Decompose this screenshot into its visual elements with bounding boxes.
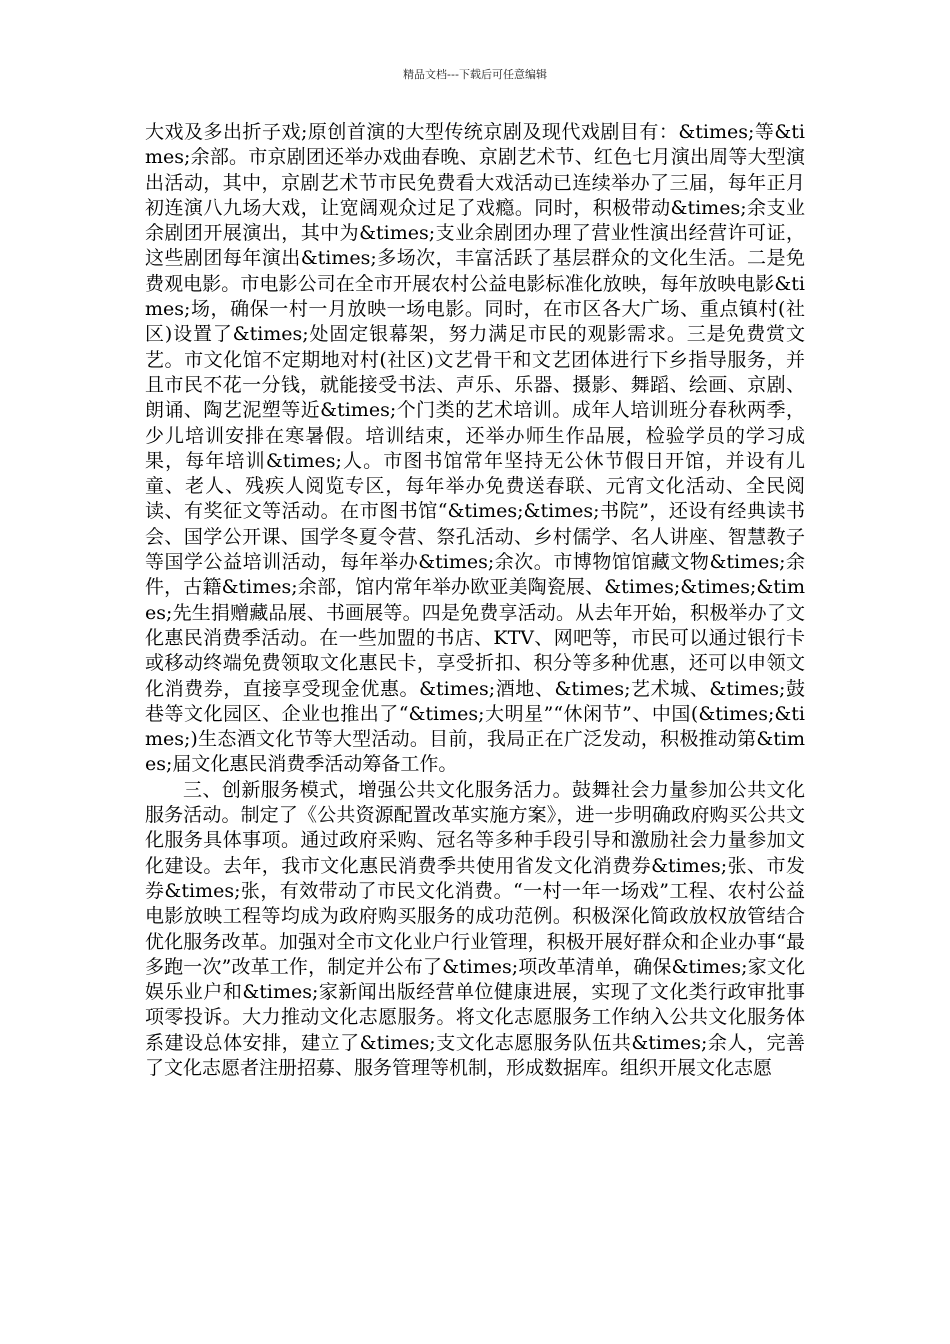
- body-paragraph-2: 三、创新服务模式，增强公共文化服务活力。鼓舞社会力量参加公共文化服务活动。制定了《公共资源配置改革实施方案》，进一步明确政府购买公共文化服务具体事项。通过政府采购、冠名等多种手段引导和激励社会力量参加文化建设。去年，我市文化惠民消费季共使用省发文化消费券&times;张、市发券&times;张，有效带动了市民文化消费。“一村一年一场戏”工程、农村公益电影放映工程等均成为政府购买服务的成功范例。积极深化简政放权放管结合优化服务改革。加强对全市文化业户行业管理，积极开展好群众和企业办事“最多跑一次”改革工作，制定并公布了&times;项改革清单，确保&times;家文化娱乐业户和&times;家新闻出版经营单位健康进展，实现了文化类行政审批事项零投诉。大力推动文化志愿服务。将文化志愿服务工作纳入公共文化服务体系建设总体安排，建立了&times;支文化志愿服务队伍共&times;余人，完善了文化志愿者注册招募、服务管理等机制，形成数据库。组织开展文化志愿: [145, 778, 805, 1079]
- page-header: 精品文档---下载后可任意编辑: [403, 68, 547, 81]
- document-body: [145, 120, 805, 1081]
- body-paragraph-1: 大戏及多出折子戏;原创首演的大型传统京剧及现代戏剧目有：&times;等&times;余部。市京剧团还举办戏曲春晚、京剧艺术节、红色七月演出周等大型演出活动，其中，京剧艺术节市民免费看大戏活动已连续举办了三届，每年正月初连演八九场大戏，让宽阔观众过足了戏瘾。同时，积极带动&times;余支业余剧团开展演出，其中为&times;支业余剧团办理了营业性演出经营许可证，这些剧团每年演出&times;多场次，丰富活跃了基层群众的文化生活。二是免费观电影。市电影公司在全市开展农村公益电影标准化放映，每年放映电影&times;场，确保一村一月放映一场电影。同时，在市区各大广场、重点镇村(社区)设置了&times;处固定银幕架，努力满足市民的观影需求。三是免费赏文艺。市文化馆不定期地对村(社区)文艺骨干和文艺团体进行下乡指导服务，并且市民不花一分钱，就能接受书法、声乐、乐器、摄影、舞蹈、绘画、京剧、朗诵、陶艺泥塑等近&times;个门类的艺术培训。成年人培训班分春秋两季，少儿培训安排在寒暑假。培训结束，还举办师生作品展，检验学员的学习成果，每年培训&times;人。市图书馆常年坚持无公休节假日开馆，并设有儿童、老人、残疾人阅览专区，每年举办免费送春联、元宵文化活动、全民阅读、有奖征文等活动。在市图书馆“&times;&times;书院”，还设有经典读书会、国学公开课、国学冬夏令营、祭孔活动、乡村儒学、名人讲座、智慧教子等国学公益培训活动，每年举办&times;余次。市博物馆馆藏文物&times;余件，古籍&times;余部，馆内常年举办欧亚美陶瓷展、&times;&times;&times;先生捐赠藏品展、书画展等。四是免费享活动。从去年开始，积极举办了文化惠民消费季活动。在一些加盟的书店、KTV、网吧等，市民可以通过银行卡或移动终端免费领取文化惠民卡，享受折扣、积分等多种优惠，还可以申领文化消费券，直接享受现金优惠。&times;酒地、&times;艺术城、&times;鼓巷等文化园区、企业也推出了“&times;大明星”“休闲节”、中国(&times;&times;)生态酒文化节等大型活动。目前，我局正在广泛发动，积极推动第&times;届文化惠民消费季活动筹备工作。: [145, 121, 805, 776]
